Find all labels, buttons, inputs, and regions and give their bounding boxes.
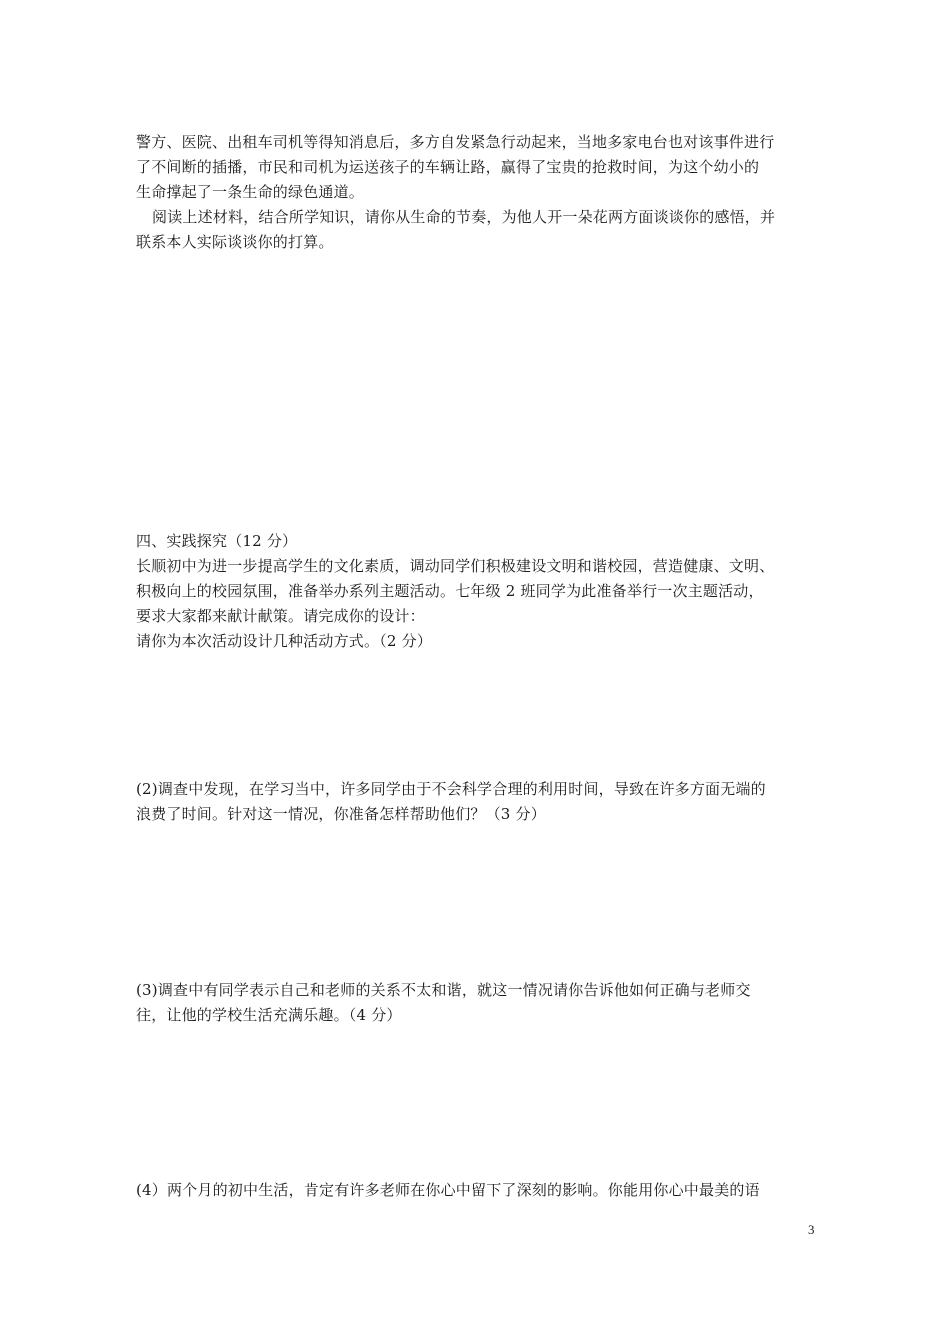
material-question-line-1: 阅读上述材料，结合所学知识，请你从生命的节奏，为他人开一朵花两方面谈谈你的感悟，并 (152, 208, 776, 226)
intro-line-1: 长顺初中为进一步提高学生的文化素质，调动同学们积极建设文明和谐校园，营造健康、文明、 (136, 557, 775, 575)
question-2-line-2: 浪费了时间。针对这一情况，你准备怎样帮助他们？（3 分） (136, 805, 546, 823)
material-line-1: 警方、医院、出租车司机等得知消息后，多方自发紧急行动起来，当地多家电台也对该事件进行 (136, 133, 775, 151)
material-line-3: 生命撑起了一条生命的绿色通道。 (136, 183, 365, 201)
intro-line-3: 要求大家都来献计献策。请完成你的设计： (136, 607, 425, 625)
section-heading: 四、实践探究（12 分） (136, 532, 298, 550)
material-line-2: 了不间断的插播，市民和司机为运送孩子的车辆让路，赢得了宝贵的抢救时间，为这个幼小的 (136, 158, 760, 176)
question-4-line-1: (4）两个月的初中生活，肯定有许多老师在你心中留下了深刻的影响。你能用你心中最美的语 (136, 1181, 760, 1199)
material-question-line-2: 联系本人实际谈谈你的打算。 (136, 233, 334, 251)
question-3-line-2: 往，让他的学校生活充满乐趣。（4 分） (136, 1006, 402, 1024)
question-2-line-1: (2)调查中发现，在学习当中，许多同学由于不会科学合理的利用时间，导致在许多方面无端的 (136, 780, 766, 798)
intro-line-2: 积极向上的校园氛围，准备举办系列主题活动。七年级 2 班同学为此准备举行一次主题活动， (136, 582, 764, 600)
page-number: 3 (808, 1222, 815, 1237)
question-1: 请你为本次活动设计几种活动方式。（2 分） (136, 632, 433, 650)
question-3-line-1: (3)调查中有同学表示自己和老师的关系不太和谐，就这一情况请你告诉他如何正确与老师交 (136, 981, 751, 999)
